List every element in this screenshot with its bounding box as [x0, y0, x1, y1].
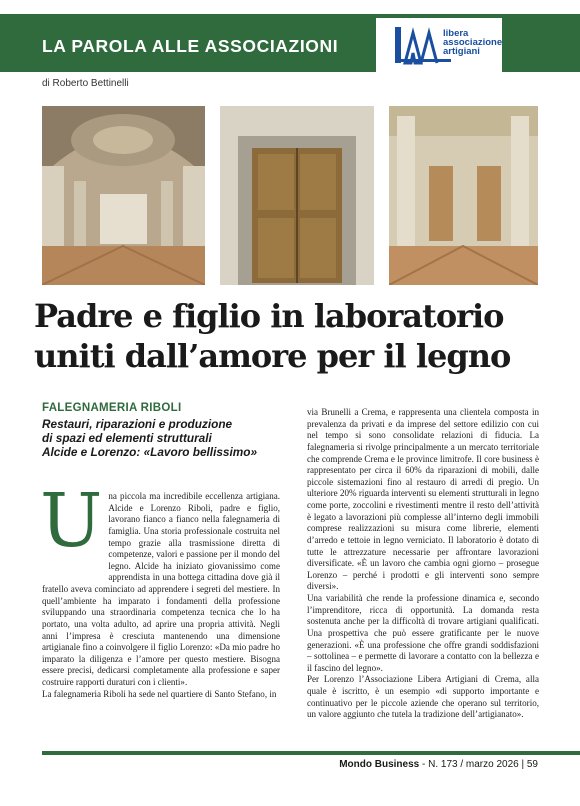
article-column-right [307, 407, 539, 721]
paragraph: via Brunelli a Crema, e rappresenta una clientela composta in prevalenza da privati e da imprese del settore edilizio con cui nel tempo si sono consolidate relazioni di fiducia. La falegnameria si rivolge principalmente a un mercato territoriale che comprende Crema e le province limitrofe. Il core business è rappresentato per circa il 60% da riparazioni di mobili, dalle piccole sistemazioni fino al restauro di arredi di pregio. Un ulteriore 20% riguarda interventi su elementi strutturali in legno come porte, zoccolini e rivestimenti mentre il resto dell’attività è legato a lavorazioni più complesse all’interno degli immobili comprese realizzazioni su misura come librerie, elementi d’arredo e tettoie in legno verniciato. Il laboratorio è dotato di tutte le attrezzature necessarie per affrontare lavorazioni diversificate. «È un lavoro che cambia ogni giorno – prosegue Lorenzo – perché i prodotti e gli interventi sono sempre diversi». [307, 407, 539, 592]
paragraph: Per Lorenzo l’Associazione Libera Artigiani di Crema, alla quale è iscritto, è un esempio «di supporto importante e continuativo per le piccole aziende che operano sul territorio, un valore aggiunto che tutela la tradizione dell’artigianato». [307, 674, 539, 720]
photo-wooden-door [220, 106, 374, 285]
logo-text-line-3: artigiani [443, 46, 480, 57]
article-kicker: FALEGNAMERIA RIBOLI [42, 402, 182, 414]
association-logo [376, 18, 502, 72]
page-footer [339, 759, 538, 770]
byline: di Roberto Bettinelli [42, 78, 129, 89]
article-deck [42, 417, 282, 460]
paragraph: La falegnameria Riboli ha sede nel quartiere di Santo Stefano, in [42, 688, 277, 699]
photo-columned-room [389, 106, 538, 285]
article-headline: Padre e figlio in laboratorio uniti dall’amore per il legno [34, 297, 511, 375]
drop-cap: U [40, 478, 103, 564]
issue-info: - N. 173 / marzo 2026 | 59 [419, 759, 538, 770]
logo-text-line-1: libera [443, 28, 469, 39]
paragraph [40, 478, 280, 689]
deck-line-3: Alcide e Lorenzo: «Lavoro bellissimo» [42, 445, 258, 460]
article-column-left [40, 478, 280, 700]
logo-text [443, 29, 502, 56]
footer-rule [42, 751, 580, 755]
photo-vaulted-hall [42, 106, 205, 285]
paragraph: Una variabilità che rende la professione dinamica e, secondo l’imprenditore, ricca di opportunità. La domanda resta sostenuta anche per la difficoltà di trovare artigiani qualificati. Una prospettiva che può essere gratificante per le nuove generazioni. «È una professione che offre grandi soddisfazioni – sottolinea – e permette di lavorare a contatto con la bellezza e il fascino del legno». [307, 593, 539, 673]
deck-line-1: Restauri, riparazioni e produzione [42, 417, 233, 431]
logo-text-line-2: associazione [443, 37, 503, 48]
section-title: LA PAROLA ALLE ASSOCIAZIONI [42, 36, 339, 56]
paragraph-text: na piccola ma incredibile eccellenza artigiana. Alcide e Lorenzo Riboli, padre e figlio, lavorano fianco a fianco nella falegnameria di famiglia. Una storia professionale costruita nel tempo grazie alla trasmissione diretta di competenze, valori e passione per il mondo del legno. Alcide ha iniziato giovanissimo come apprendista in una bottega cittadina dove già il fratello aveva cominciato ad apprendere i segreti del mestiere. In quell’ambiente ha imparato i fondamenti della professione sviluppando una straordinaria competenza tecnica che lo ha portato, una volta adulto, ad aprire una propria attività. Negli anni l’impresa è cresciuta mantenendo una dimensione artigianale fino a coinvolgere il figlio Lorenzo: «Da mio padre ho imparato la diligenza e l’amore per questo mestiere. Bisogna essere precisi, dedicarsi completamente alla professione e saper costruire rapporti duraturi con i clienti». [42, 491, 280, 687]
deck-line-2: di spazi ed elementi strutturali [42, 431, 212, 446]
publication-name: Mondo Business [339, 759, 420, 770]
